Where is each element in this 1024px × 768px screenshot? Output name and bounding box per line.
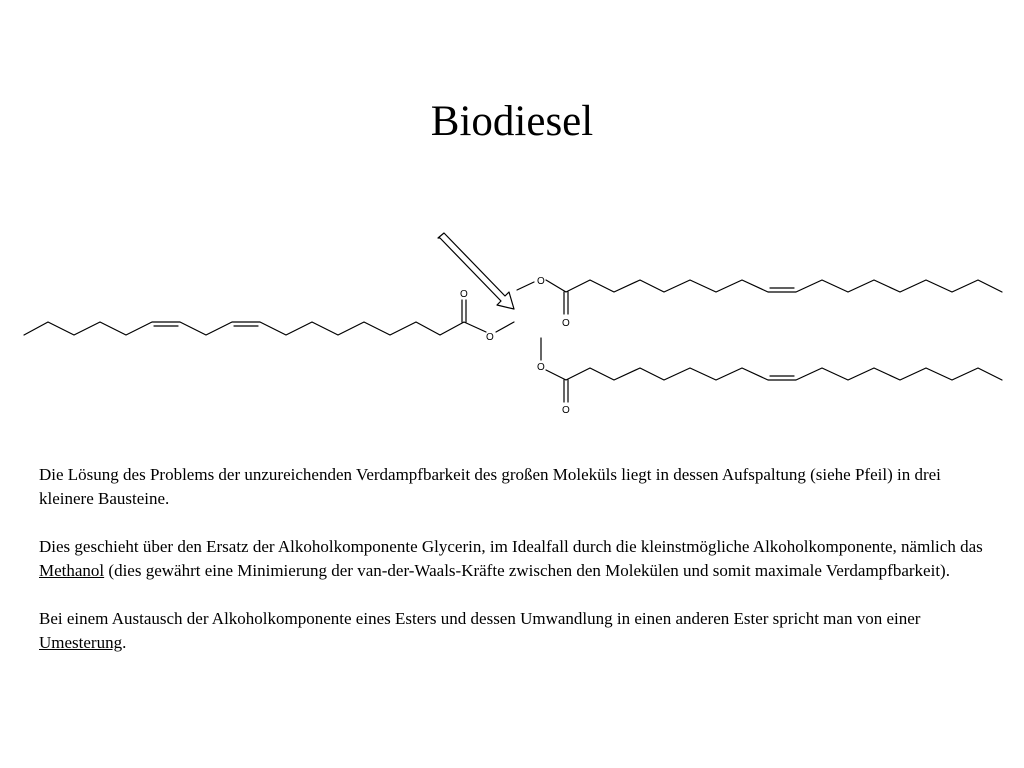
atom-label-o-upper-carbonyl: O: [562, 318, 570, 329]
slide-body: [39, 463, 999, 679]
paragraph-1: Die Lösung des Problems der unzureichenden Verdampfbarkeit des großen Moleküls liegt in dessen Aufspaltung (siehe Pfeil) in drei kleinere Bausteine.: [39, 465, 941, 508]
atom-label-o-lower-ester: O: [537, 362, 545, 373]
lower-right-fatty-chain: [546, 368, 1002, 380]
left-fatty-chain: [24, 322, 486, 335]
paragraph-2: [39, 535, 999, 583]
upper-right-chain-start: [517, 282, 534, 290]
upper-right-fatty-chain: [546, 280, 1002, 292]
methanol-link[interactable]: Methanol: [39, 561, 105, 580]
paragraph-3: [39, 607, 999, 655]
umesterung-link[interactable]: Umesterung: [39, 633, 123, 652]
paragraph-3-text-b: .: [122, 633, 127, 652]
atom-label-o-upper-ester: O: [537, 276, 545, 287]
split-arrow-icon: [438, 233, 514, 309]
atom-label-o-left-ester: O: [486, 332, 494, 343]
paragraph-2-text-b: (dies gewährt eine Minimierung der van-der-Waals-Kräfte zwischen den Molekülen und somit maximale Verdampfbarkeit).: [104, 561, 950, 580]
atom-label-o-lower-carbonyl: O: [562, 405, 570, 416]
atom-label-o-left-carbonyl: O: [460, 289, 468, 300]
paragraph-3-text-a: Bei einem Austausch der Alkoholkomponente eines Esters und dessen Umwandlung in einen anderen Ester spricht man von einer: [39, 609, 921, 628]
slide-title: Biodiesel: [430, 98, 594, 145]
left-ester-bond: [496, 322, 514, 332]
paragraph-2-text-a: Dies geschieht über den Ersatz der Alkoholkomponente Glycerin, im Idealfall durch die kleinstmögliche Alkoholkomponente, nämlich das: [39, 537, 983, 556]
